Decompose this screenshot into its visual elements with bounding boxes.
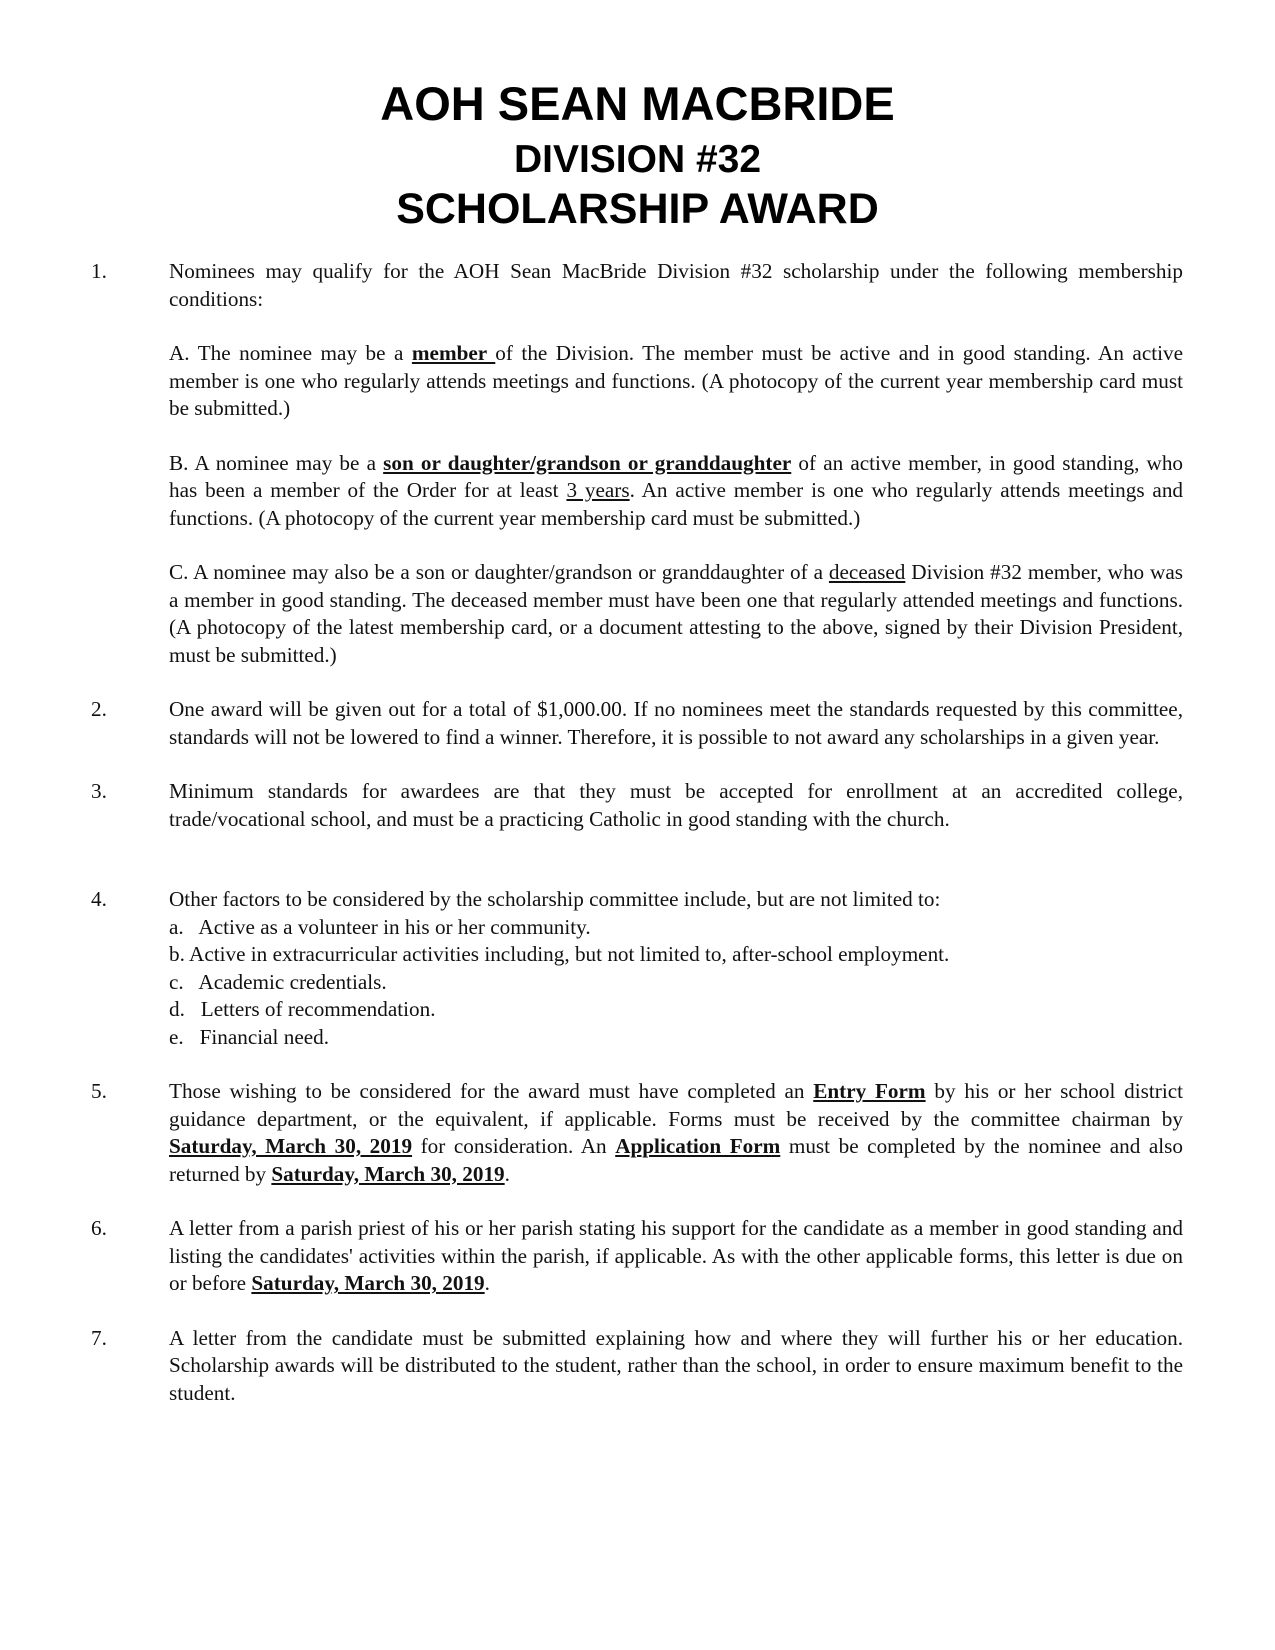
rule-5-text-part: Those wishing to be considered for the award must have completed an (169, 1079, 814, 1103)
rule-6-text-part: A letter from a parish priest of his or her parish stating his support for the candidate as a member in good standing and listing the candidates' activities within the parish, if applicable. As with the other applicable forms, this letter is due on or before (169, 1216, 1183, 1295)
condition-b-emphasis: son or daughter/grandson or granddaughter (383, 450, 792, 475)
factor-item: d. Letters of recommendation. (169, 997, 436, 1021)
rule-item-7 (91, 1325, 1183, 1408)
title-line-2: DIVISION #32 (513, 138, 762, 181)
rule-number: 2. (91, 697, 107, 721)
title-line-3: SCHOLARSHIP AWARD (396, 185, 879, 233)
rule-6-text (169, 1215, 1183, 1298)
rule-number: 3. (91, 779, 107, 803)
deadline-date: Saturday, March 30, 2019 (169, 1134, 413, 1158)
rule-item-6 (91, 1215, 1183, 1298)
rule-number: 1. (91, 259, 107, 283)
entry-form-label: Entry Form (813, 1079, 926, 1103)
rule-5-text-part: must be completed by the nominee and also returned by (169, 1134, 1183, 1186)
condition-b-text-end: . An active member is one who regularly attends meetings and functions. (A photocopy of the current year membership card must be submitted.) (169, 478, 1184, 530)
factor-item: b. Active in extracurricular activities including, but not limited to, after-school employment. (169, 942, 950, 966)
condition-c (169, 559, 1183, 669)
rule-1-intro: Nominees may qualify for the AOH Sean MacBride Division #32 scholarship under the following membership conditions: (169, 259, 1183, 311)
rule-item-3 (91, 778, 1183, 833)
rule-number: 6. (91, 1216, 107, 1240)
rules-list (91, 258, 1183, 1407)
rule-number: 5. (91, 1079, 107, 1103)
rule-5-text-part: . (504, 1161, 510, 1186)
rule-3-text: Minimum standards for awardees are that they must be accepted for enrollment at an accredited college, trade/vocational school, and must be a practicing Catholic in good standing with the church. (169, 779, 1183, 831)
rule-number: 7. (91, 1325, 107, 1350)
condition-c-emphasis: deceased (828, 560, 906, 584)
rule-5-text (169, 1078, 1183, 1188)
rule-item-2 (91, 696, 1183, 751)
condition-b-years: 3 years (566, 478, 630, 502)
deadline-date: Saturday, March 30, 2019 (251, 1271, 485, 1295)
rule-item-4 (91, 886, 1183, 1051)
rule-item-5 (91, 1078, 1183, 1188)
rule-5-text-part: for consideration. An (412, 1134, 616, 1158)
condition-a (169, 340, 1183, 423)
factor-item: a. Active as a volunteer in his or her community. (169, 914, 591, 939)
rule-number: 4. (91, 887, 107, 911)
rule-5-text-part: by his or her school district guidance department, or the equivalent, if applicable. Forms must be received by the committee chairman by (169, 1079, 1184, 1131)
condition-a-emphasis: member (411, 341, 496, 365)
rule-6-text-part: . (484, 1271, 490, 1295)
rule-2-text: One award will be given out for a total of $1,000.00. If no nominees meet the standards requested by this committee, standards will not be lowered to find a winner. Therefore, it is possible to not award any scholarships in a given year. (169, 697, 1183, 749)
title-line-1: AOH SEAN MACBRIDE (380, 77, 895, 130)
factor-item: e. Financial need. (169, 1024, 330, 1049)
rule-4-intro: Other factors to be considered by the scholarship committee include, but are not limited to: (169, 887, 941, 911)
condition-a-text-end: of the Division. The member must be active and in good standing. An active member is one who regularly attends meetings and functions. (A photocopy of the current year membership card must be submitted.) (169, 341, 1183, 420)
condition-a-text: A. The nominee may be a (169, 341, 412, 365)
condition-b-text: B. A nominee may be a (169, 450, 384, 475)
condition-c-text: C. A nominee may also be a son or daughter/grandson or granddaughter of a (169, 560, 829, 584)
condition-b (169, 450, 1183, 533)
condition-c-text-end: Division #32 member, who was a member in good standing. The deceased member must have been one that regularly attended meetings and functions. (A photocopy of the latest membership card, or a document attesting to the above, signed by their Division President, must be submitted.) (169, 560, 1183, 667)
application-form-label: Application Form (615, 1134, 781, 1158)
rule-7-text: A letter from the candidate must be submitted explaining how and where they will further his or her education. Scholarship awards will be distributed to the student, rather than the school, in order to ensure maximum benefit to the student. (169, 1325, 1183, 1405)
factor-item: c. Academic credentials. (169, 969, 387, 994)
deadline-date: Saturday, March 30, 2019 (271, 1161, 505, 1186)
rule-item-1 (91, 258, 1183, 669)
condition-b-text-mid: of an active member, in good standing, who has been a member of the Order for at least (169, 450, 1184, 502)
